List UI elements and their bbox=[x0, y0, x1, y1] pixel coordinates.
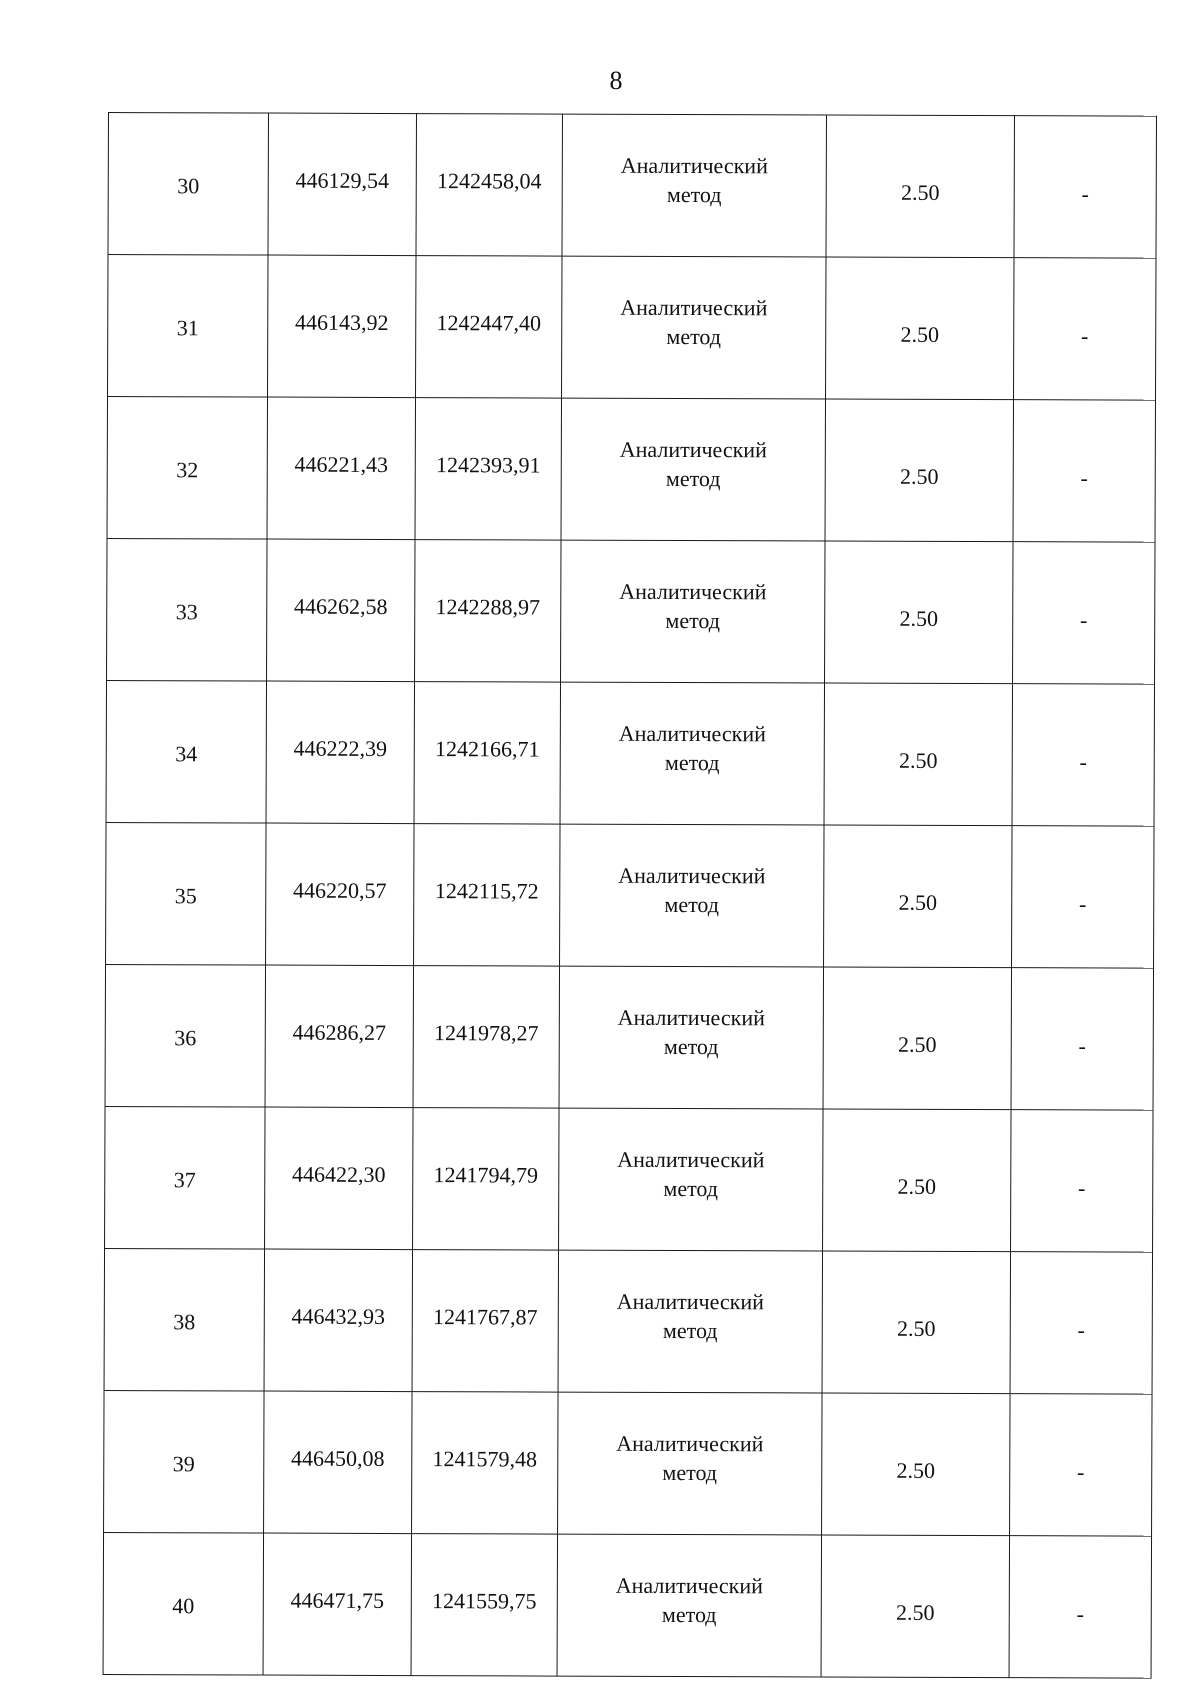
point-number-cell: 39 bbox=[104, 1390, 264, 1533]
note-cell: - bbox=[1012, 684, 1154, 826]
page-number: 8 bbox=[609, 66, 623, 95]
method-cell bbox=[560, 682, 824, 825]
table-row bbox=[106, 680, 1154, 826]
method-label-line2: метод bbox=[665, 465, 721, 491]
method-label-line2: метод bbox=[662, 1317, 718, 1343]
method-cell bbox=[559, 1108, 823, 1251]
table-row bbox=[106, 822, 1154, 968]
method-label-line2: метод bbox=[664, 891, 720, 917]
accuracy-cell: 2.50 bbox=[824, 825, 1012, 968]
x-coordinate-cell: 446221,43 bbox=[267, 397, 415, 540]
method-cell bbox=[558, 1250, 822, 1393]
method-label-line2: метод bbox=[661, 1601, 717, 1627]
note-cell: - bbox=[1013, 400, 1155, 542]
method-cell bbox=[559, 966, 823, 1109]
note-cell: - bbox=[1009, 1536, 1151, 1678]
method-cell bbox=[557, 1534, 821, 1677]
y-coordinate-cell: 1241559,75 bbox=[411, 1534, 557, 1677]
table-row bbox=[104, 1248, 1152, 1394]
table-row bbox=[105, 964, 1153, 1110]
method-label-line2: метод bbox=[666, 181, 722, 207]
coordinates-table bbox=[103, 112, 1157, 1679]
method-label-line1: Аналитический bbox=[619, 578, 767, 604]
note-cell: - bbox=[1012, 826, 1154, 968]
method-cell bbox=[562, 256, 826, 399]
accuracy-cell: 2.50 bbox=[826, 115, 1014, 258]
method-label-line2: метод bbox=[665, 607, 721, 633]
table-row bbox=[108, 255, 1156, 401]
method-label-line1: Аналитический bbox=[617, 1146, 765, 1172]
method-cell bbox=[561, 540, 825, 683]
note-cell: - bbox=[1014, 116, 1156, 258]
x-coordinate-cell: 446422,30 bbox=[265, 1107, 413, 1250]
accuracy-cell: 2.50 bbox=[823, 967, 1011, 1110]
y-coordinate-cell: 1241579,48 bbox=[412, 1392, 558, 1535]
y-coordinate-cell: 1241794,79 bbox=[413, 1108, 559, 1251]
method-label-line1: Аналитический bbox=[620, 152, 768, 178]
table-row bbox=[103, 1532, 1151, 1678]
note-cell: - bbox=[1010, 1252, 1152, 1394]
point-number-cell: 37 bbox=[105, 1106, 265, 1249]
y-coordinate-cell: 1242393,91 bbox=[415, 398, 561, 541]
y-coordinate-cell: 1242166,71 bbox=[414, 682, 560, 825]
method-label-line1: Аналитический bbox=[617, 1004, 765, 1030]
y-coordinate-cell: 1242447,40 bbox=[416, 256, 562, 399]
method-label-line2: метод bbox=[662, 1459, 718, 1485]
x-coordinate-cell: 446222,39 bbox=[266, 681, 414, 824]
accuracy-cell: 2.50 bbox=[824, 683, 1012, 826]
point-number-cell: 30 bbox=[108, 113, 268, 256]
y-coordinate-cell: 1242288,97 bbox=[415, 540, 561, 683]
x-coordinate-cell: 446286,27 bbox=[265, 965, 413, 1108]
accuracy-cell: 2.50 bbox=[826, 257, 1014, 400]
note-cell: - bbox=[1014, 258, 1156, 400]
table-row bbox=[108, 113, 1156, 259]
point-number-cell: 38 bbox=[104, 1248, 264, 1391]
point-number-cell: 35 bbox=[106, 822, 266, 965]
table-row bbox=[104, 1390, 1152, 1536]
point-number-cell: 36 bbox=[105, 964, 265, 1107]
method-label-line1: Аналитический bbox=[620, 294, 768, 320]
method-cell bbox=[561, 398, 825, 541]
accuracy-cell: 2.50 bbox=[823, 1109, 1011, 1252]
y-coordinate-cell: 1242458,04 bbox=[416, 114, 562, 257]
coordinates-table-body bbox=[103, 113, 1156, 1679]
accuracy-cell: 2.50 bbox=[821, 1535, 1009, 1678]
x-coordinate-cell: 446262,58 bbox=[267, 539, 415, 682]
method-label-line2: метод bbox=[664, 749, 720, 775]
method-cell bbox=[560, 824, 824, 967]
table-row bbox=[107, 397, 1155, 543]
x-coordinate-cell: 446143,92 bbox=[268, 255, 416, 398]
accuracy-cell: 2.50 bbox=[825, 399, 1013, 542]
method-label-line1: Аналитический bbox=[618, 720, 766, 746]
method-label-line2: метод bbox=[663, 1033, 719, 1059]
point-number-cell: 33 bbox=[107, 538, 267, 681]
x-coordinate-cell: 446471,75 bbox=[263, 1533, 411, 1676]
method-cell bbox=[558, 1392, 822, 1535]
accuracy-cell: 2.50 bbox=[825, 541, 1013, 684]
method-cell bbox=[562, 114, 826, 257]
point-number-cell: 32 bbox=[107, 397, 267, 540]
method-label-line1: Аналитический bbox=[615, 1572, 763, 1598]
x-coordinate-cell: 446450,08 bbox=[264, 1391, 412, 1534]
method-label-line2: метод bbox=[663, 1175, 719, 1201]
method-label-line1: Аналитический bbox=[616, 1288, 764, 1314]
method-label-line1: Аналитический bbox=[619, 436, 767, 462]
point-number-cell: 31 bbox=[108, 255, 268, 398]
y-coordinate-cell: 1242115,72 bbox=[414, 824, 560, 967]
method-label-line1: Аналитический bbox=[618, 862, 766, 888]
note-cell: - bbox=[1010, 1394, 1152, 1536]
x-coordinate-cell: 446129,54 bbox=[268, 113, 416, 256]
point-number-cell: 34 bbox=[106, 680, 266, 823]
x-coordinate-cell: 446432,93 bbox=[264, 1249, 412, 1392]
y-coordinate-cell: 1241767,87 bbox=[412, 1250, 558, 1393]
y-coordinate-cell: 1241978,27 bbox=[413, 966, 559, 1109]
table-row bbox=[105, 1106, 1153, 1252]
point-number-cell: 40 bbox=[103, 1532, 263, 1675]
accuracy-cell: 2.50 bbox=[822, 1393, 1010, 1536]
accuracy-cell: 2.50 bbox=[822, 1251, 1010, 1394]
table-row bbox=[107, 538, 1155, 684]
note-cell: - bbox=[1011, 1110, 1153, 1252]
method-label-line1: Аналитический bbox=[616, 1430, 764, 1456]
x-coordinate-cell: 446220,57 bbox=[266, 823, 414, 966]
note-cell: - bbox=[1011, 968, 1153, 1110]
method-label-line2: метод bbox=[666, 323, 722, 349]
note-cell: - bbox=[1013, 542, 1155, 684]
